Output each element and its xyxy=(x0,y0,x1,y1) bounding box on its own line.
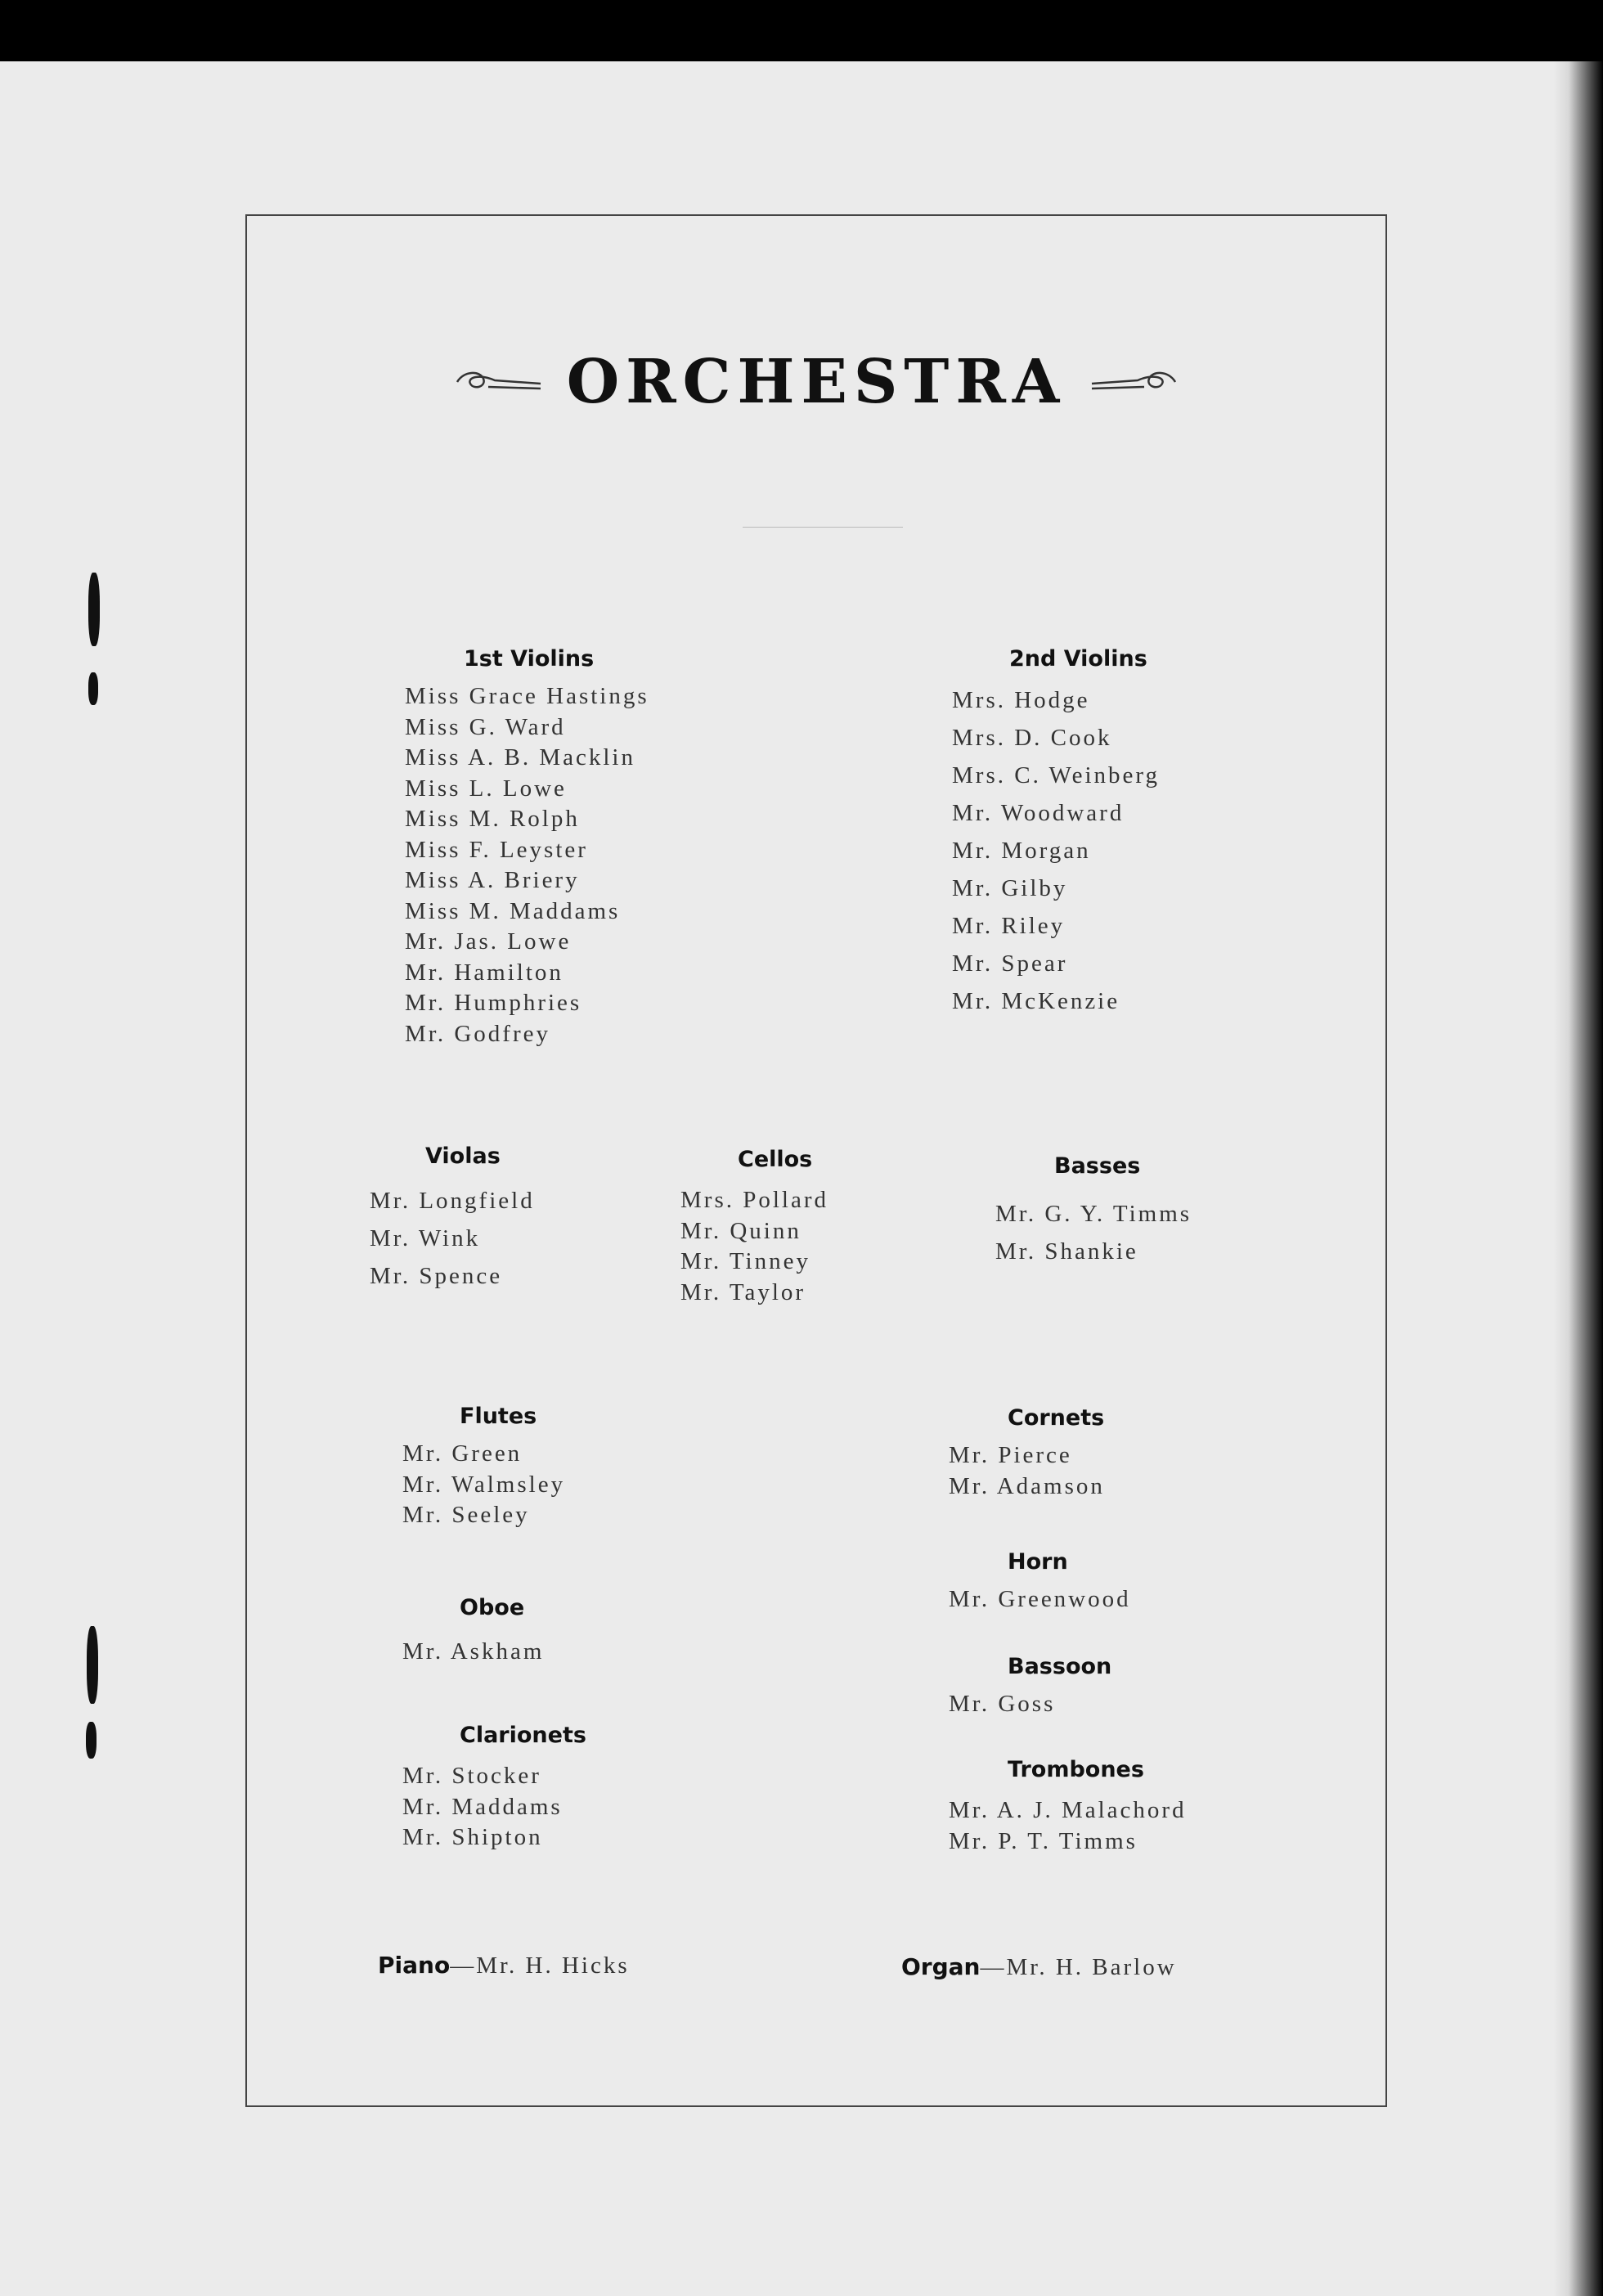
member-name: Mrs. C. Weinberg xyxy=(952,762,1161,789)
member-name: Mr. G. Y. Timms xyxy=(995,1201,1192,1227)
member-name: Mr. Seeley xyxy=(402,1502,530,1528)
member-name: Mr. Stocker xyxy=(402,1763,541,1789)
member-name: Mr. Taylor xyxy=(680,1278,806,1305)
section-bassoon xyxy=(949,1654,1111,1720)
member-name: Mr. Morgan xyxy=(952,838,1091,864)
section-heading: 1st Violins xyxy=(464,646,595,672)
section-cornets xyxy=(949,1405,1105,1502)
member-name: Miss M. Maddams xyxy=(405,897,621,924)
binding-hole-mark xyxy=(88,573,100,646)
title-row xyxy=(247,347,1385,417)
member-name: Mr. Shipton xyxy=(402,1824,543,1850)
piano-credit xyxy=(378,1952,630,1979)
member-name: Mr. Godfrey xyxy=(405,1020,550,1047)
member-list xyxy=(370,1182,535,1295)
member-name: Mr. Walmsley xyxy=(402,1471,566,1498)
right-flourish-ornament xyxy=(1087,367,1177,397)
section-heading: Basses xyxy=(1054,1153,1141,1179)
member-name: Miss Grace Hastings xyxy=(405,683,649,709)
organ-player: —Mr. H. Barlow xyxy=(980,1954,1177,1980)
binding-hole-mark xyxy=(87,1626,98,1704)
member-name: Mr. Jas. Lowe xyxy=(405,928,572,955)
organ-credit xyxy=(901,1953,1177,1981)
binding-hole-mark xyxy=(88,672,98,705)
title-divider-rule xyxy=(743,527,903,528)
section-heading: Trombones xyxy=(1008,1757,1144,1782)
member-name: Miss M. Rolph xyxy=(405,806,580,832)
member-list xyxy=(949,1440,1105,1502)
member-list xyxy=(949,1689,1111,1720)
member-name: Mr. P. T. Timms xyxy=(949,1827,1138,1854)
section-clarionets xyxy=(402,1723,586,1853)
member-name: Miss G. Ward xyxy=(405,713,566,740)
member-name: Mr. Shankie xyxy=(995,1238,1138,1265)
member-name: Mr. Gilby xyxy=(952,875,1068,901)
member-name: Mr. Woodward xyxy=(952,800,1125,826)
section-heading: Cellos xyxy=(738,1147,813,1172)
member-list xyxy=(952,681,1160,1020)
section-trombones xyxy=(949,1757,1187,1857)
section-second-violins xyxy=(952,646,1160,1020)
member-name: Mr. Adamson xyxy=(949,1472,1105,1499)
organ-label: Organ xyxy=(901,1953,981,1980)
member-name: Mr. Greenwood xyxy=(949,1586,1131,1612)
member-name: Mr. Spear xyxy=(952,950,1068,977)
member-list xyxy=(949,1584,1131,1615)
member-list xyxy=(405,681,649,1049)
section-heading: 2nd Violins xyxy=(1009,646,1147,672)
member-name: Mr. Riley xyxy=(952,913,1066,939)
member-name: Mrs. Pollard xyxy=(680,1187,828,1213)
member-name: Mr. Maddams xyxy=(402,1793,563,1820)
member-name: Mr. Askham xyxy=(402,1638,545,1665)
section-basses xyxy=(995,1153,1192,1270)
member-name: Miss A. B. Macklin xyxy=(405,744,635,771)
section-heading: Flutes xyxy=(460,1404,537,1429)
program-page-frame xyxy=(245,214,1387,2107)
member-name: Mr. Wink xyxy=(370,1225,481,1251)
member-name: Miss A. Briery xyxy=(405,867,580,893)
member-list xyxy=(995,1195,1192,1270)
left-flourish-ornament xyxy=(456,367,546,397)
member-list xyxy=(402,1637,544,1668)
member-name: Mrs. D. Cook xyxy=(952,725,1112,751)
member-name: Miss L. Lowe xyxy=(405,775,567,802)
section-violas xyxy=(370,1144,535,1295)
section-heading: Bassoon xyxy=(1008,1654,1112,1679)
member-list xyxy=(402,1439,565,1531)
member-name: Mr. Green xyxy=(402,1440,523,1467)
member-list xyxy=(949,1795,1187,1857)
section-heading: Oboe xyxy=(460,1595,525,1620)
member-name: Mr. Humphries xyxy=(405,990,582,1016)
page-edge-shadow xyxy=(1554,61,1603,2296)
page-title: ORCHESTRA xyxy=(566,347,1066,417)
section-first-violins xyxy=(405,646,649,1049)
member-name: Mrs. Hodge xyxy=(952,687,1090,713)
binding-hole-mark xyxy=(86,1722,97,1759)
piano-label: Piano xyxy=(378,1952,451,1979)
section-flutes xyxy=(402,1404,565,1531)
member-name: Mr. Pierce xyxy=(949,1442,1072,1468)
section-oboe xyxy=(402,1595,544,1668)
section-heading: Violas xyxy=(425,1144,501,1169)
member-name: Mr. Longfield xyxy=(370,1188,535,1214)
member-name: Miss F. Leyster xyxy=(405,836,588,863)
member-name: Mr. Hamilton xyxy=(405,959,564,986)
section-heading: Cornets xyxy=(1008,1405,1105,1431)
member-name: Mr. A. J. Malachord xyxy=(949,1797,1187,1823)
member-name: Mr. McKenzie xyxy=(952,988,1120,1014)
section-cellos xyxy=(680,1147,828,1308)
member-list xyxy=(402,1761,586,1853)
member-list xyxy=(680,1185,828,1308)
section-horn xyxy=(949,1549,1131,1615)
member-name: Mr. Spence xyxy=(370,1263,503,1289)
member-name: Mr. Quinn xyxy=(680,1217,802,1244)
member-name: Mr. Goss xyxy=(949,1691,1056,1717)
piano-player: —Mr. H. Hicks xyxy=(450,1952,630,1979)
member-name: Mr. Tinney xyxy=(680,1248,810,1274)
section-heading: Horn xyxy=(1008,1549,1068,1575)
section-heading: Clarionets xyxy=(460,1723,586,1748)
